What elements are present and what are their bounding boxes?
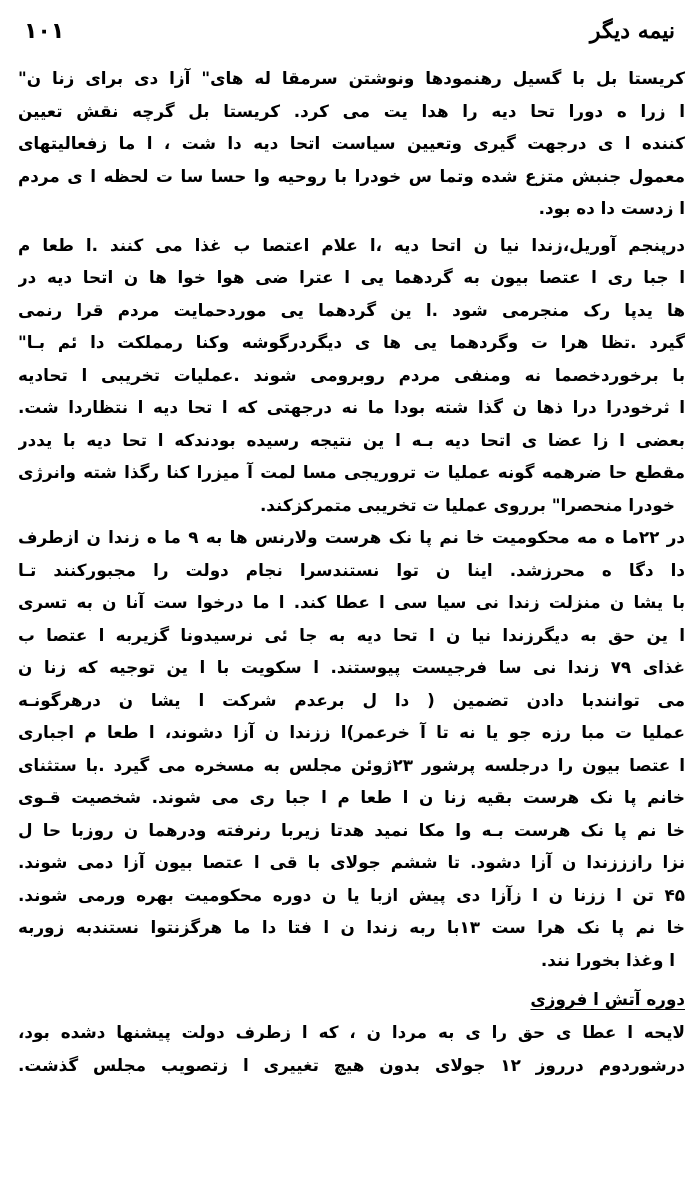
text-line: با یشا ن منزلت زندا نی سیا سی ا عطا کند. ا ما درخوا ست آنا ن به تسری xyxy=(18,592,685,612)
text-line: معمول جنبش متزع شده وتما س خودرا با روحیه وا حسا سا ت لحظه ا ی مردم xyxy=(18,165,685,186)
text-line: غذای ۷۹ زندا نی سا فرجیست پیوستند. ا سکویت با ا ین توجیه که زنا ن xyxy=(18,657,685,677)
page-number: ۱۰۱ xyxy=(24,18,65,44)
text-line: ها یدپا رک منجرمی شود .ا ین گردهما یی موردحمایت مردم قرا رنمی xyxy=(18,299,685,320)
text-line: نزا رازززندا ن آزا دشود. تا ششم جولای با قی ا عتصا بیون آزا دمی شوند. xyxy=(18,852,685,872)
section-heading xyxy=(18,982,685,1016)
text-line: ا زدست دا ده بود. xyxy=(538,198,685,218)
text-line: ا ین حق به دیگرزندا نیا ن ا تحا دیه به جا ئی نرسیدونا گزیربه ا عتصا ب xyxy=(18,624,685,645)
text-line: می توانندبا دادن تضمین ( دا ل برعدم شرکت ا یشا ن درهرگونـه xyxy=(18,689,685,710)
text-line: ا جبا ری ا عتصا بیون به گردهما یی ا عترا ضی هوا خوا ها ن اتحا دیه در xyxy=(18,267,685,287)
text-line: درشوردوم درروز ۱۲ جولای بدون هیچ تغییری ا زتصویب مجلس گذشت. xyxy=(18,1054,685,1075)
page-header xyxy=(24,14,675,48)
text-line: کننده ا ی درجهت گیری وتعیین سیاست اتحا دیه دا شت ، ا ما زفعالیتهای xyxy=(18,133,685,153)
text-line: کریستا بل با گسیل رهنمودها ونوشتن سرمقا له های" آزا دی برای زنا ن" xyxy=(18,68,685,88)
text-line: با برخوردخصما نه ومنفی مردم روبرومی شوند .عملیات تخریبی ا تحادیه xyxy=(18,364,685,385)
text-line: ا عتصا بیون را درجلسه پرشور ۲۳ژوئن مجلس به مسخره می گیرد .با ستثنای xyxy=(18,754,685,775)
text-line: دا دگا ه محرزشد. اینا ن توا نستندسرا نجام دولت را مجبورکنند تـا xyxy=(18,559,685,580)
section-heading-text: دوره آتش ا فروزی xyxy=(530,989,685,1009)
text-line: خا نم پا نک هرست بـه وا مکا نمید هدتا زیربا رنرفته ودرهما ن روزبا حا ل xyxy=(18,819,685,840)
text-line: ا ثرخودرا درا ذها ن گذا شته بودا ما نه درجهتی که ا تحا دیه ا نتظاردا شت. xyxy=(18,397,685,417)
paragraph-1 xyxy=(18,62,685,225)
text-line: لایحه ا عطا ی حق را ی به مردا ن ، که ا زطرف دولت پیشنها دشده بود، xyxy=(18,1022,685,1042)
text-line: خودرا منحصرا" برروی عملیا ت تخریبی متمرکزکند. xyxy=(259,494,675,515)
text-line: گیرد .تظا هرا ت وگردهما یی ها ی دیگردرگوشه وکنا رمملکت دا ئم بـا" xyxy=(18,332,685,352)
paragraph-3 xyxy=(18,521,685,976)
page-body xyxy=(18,62,685,1081)
text-line: خا نم پا نک هرا ست ۱۳با ربه زندا ن ا فتا دا ما هرگزنتوا نستندبه زوربه xyxy=(18,917,685,937)
text-line: بعضی ا زا عضا ی اتحا دیه بـه ا ین نتیجه رسیده بودندکه ا تحا دیه با یددر xyxy=(18,429,685,450)
text-line: ا زرا ه دورا تحا دیه را هدا یت می کرد. کریستا بل گرچه نقش تعیین xyxy=(18,100,685,121)
text-line: در ۲۲ما ه مه محکومیت خا نم پا نک هرست ولارنس ها به ۹ ما ه زندا ن ازطرف xyxy=(18,527,685,547)
paragraph-4 xyxy=(18,1016,685,1081)
running-title: نیمه دیگر xyxy=(589,18,675,44)
text-line: درپنجم آوریل،زندا نیا ن اتحا دیه ،ا علام اعتصا ب غذا می کنند .ا طعا م xyxy=(18,234,685,255)
text-line: ا وغذا بخورا نند. xyxy=(540,949,675,970)
paragraph-2 xyxy=(18,229,685,522)
text-line: مقطع حا ضرهمه گونه عملیا ت تروریجی مسا لمت آ میزرا کنا رگذا شته وانرژی xyxy=(18,462,685,482)
text-line: عملیا ت مبا رزه جو یا نه تا آ خرعمر)ا ززندا ن آزا دشوند، ا طعا م اجباری xyxy=(18,722,685,742)
text-line: ۴۵ تن ا ززنا ن ا زآزا دی پیش ازبا یا ن دوره محکومیت بهره ورمی شوند. xyxy=(18,884,685,905)
text-line: خانم پا نک هرست بقیه زنا ن ا طعا م ا جبا ری می شوند. شخصیت قـوی xyxy=(18,787,685,807)
